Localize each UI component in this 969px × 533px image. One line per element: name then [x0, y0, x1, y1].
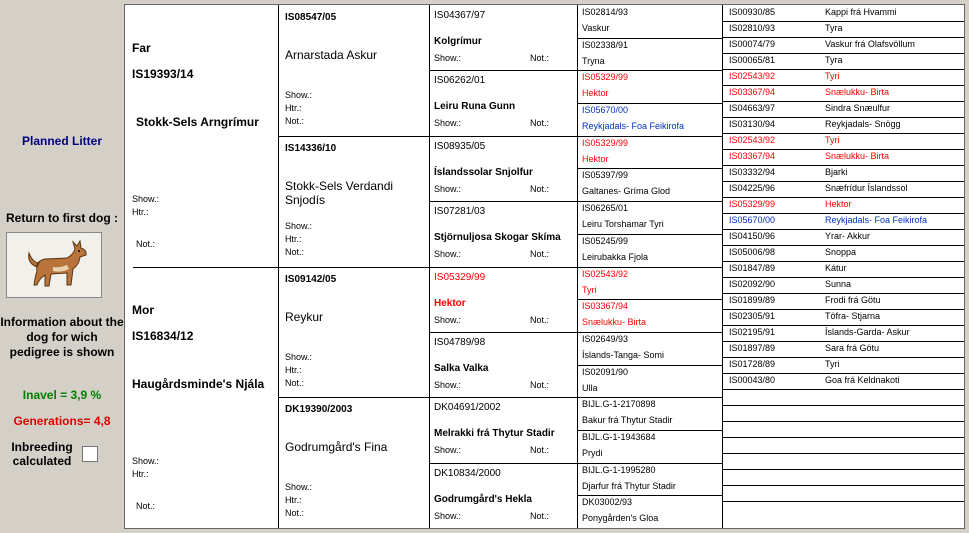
ancestor-name: Ponygården's Gloa — [582, 513, 659, 524]
ancestor-gen5-cell[interactable] — [722, 101, 964, 117]
row-divider — [577, 463, 722, 464]
ancestor-name: Bakur frá Thytur Stadir — [582, 415, 673, 426]
ancestor-gen5-cell[interactable] — [722, 373, 964, 389]
not-label: Not.: — [285, 377, 305, 388]
ancestor-gen5-cell[interactable] — [722, 181, 964, 197]
row-divider — [722, 341, 964, 342]
info-text: Information about the dog for wich pedigree is shown — [0, 315, 124, 359]
ancestor-gen4-cell[interactable] — [577, 267, 722, 300]
ancestor-reg: IS02338/91 — [582, 39, 629, 50]
grandparent-cell[interactable] — [278, 267, 429, 398]
row-divider — [577, 267, 722, 268]
dog-icon — [7, 233, 101, 297]
row-divider — [722, 261, 964, 262]
ancestor-reg: IS02543/92 — [582, 268, 629, 279]
ancestor-reg: IS07281/03 — [434, 206, 486, 218]
ancestor-gen5-cell — [722, 405, 964, 421]
ancestor-name: Tyri — [825, 135, 840, 145]
ancestor-name: Leiru Runa Gunn — [434, 101, 516, 113]
show-label: Show.: — [434, 118, 462, 129]
row-divider — [429, 70, 577, 71]
row-divider — [577, 201, 722, 202]
ancestor-name: Íslandssolar Snjolfur — [434, 166, 533, 178]
row-divider — [722, 21, 964, 22]
row-divider — [722, 85, 964, 86]
ancestor-name: Djarfur frá Thytur Stadir — [582, 480, 676, 491]
not-label: Not.: — [530, 53, 550, 63]
row-divider — [133, 267, 278, 268]
ancestor-name: Sara frá Götu — [825, 343, 880, 353]
ancestor-reg: IS02543/92 — [729, 135, 776, 145]
ancestor-reg: IS04150/96 — [729, 231, 776, 241]
not-label: Not.: — [530, 118, 550, 129]
ancestor-gen3-cell[interactable] — [429, 136, 577, 201]
row-divider — [722, 117, 964, 118]
show-label: Show.: — [285, 482, 313, 493]
row-divider — [429, 201, 577, 202]
htr-label: Htr.: — [285, 364, 302, 375]
ancestor-gen5-cell[interactable] — [722, 117, 964, 133]
ancestor-reg: IS05329/99 — [434, 271, 486, 283]
ancestor-gen5-cell[interactable] — [722, 165, 964, 181]
ancestor-reg: BIJL.G-1-1943684 — [582, 431, 656, 442]
parent-cell[interactable] — [125, 267, 278, 529]
row-divider — [429, 332, 577, 333]
not-label: Not.: — [530, 379, 550, 390]
row-divider — [722, 453, 964, 454]
ancestor-reg: DK04691/2002 — [434, 402, 501, 414]
return-first-dog-label: Return to first dog : — [6, 211, 118, 225]
ancestor-reg: IS03130/94 — [729, 119, 776, 129]
ancestor-gen4-cell[interactable] — [577, 103, 722, 136]
pedigree-table — [124, 4, 965, 529]
row-divider — [722, 101, 964, 102]
show-label: Show.: — [434, 249, 462, 260]
row-divider — [722, 293, 964, 294]
row-divider — [722, 437, 964, 438]
ancestor-reg: IS05329/99 — [729, 199, 776, 209]
ancestor-gen5-cell — [722, 453, 964, 469]
show-label: Show.: — [434, 183, 462, 194]
ancestor-reg: IS04367/97 — [434, 10, 486, 21]
ancestor-name: Godrumgård's Hekla — [434, 493, 532, 505]
ancestor-gen3-cell[interactable] — [429, 70, 577, 135]
ancestor-name: Hektor — [582, 153, 609, 164]
grandparent-reg: DK19390/2003 — [285, 404, 353, 416]
ancestor-name: Tyri — [582, 284, 597, 295]
row-divider — [722, 37, 964, 38]
ancestor-name: Tyri — [825, 71, 840, 81]
not-label: Not.: — [136, 500, 156, 511]
row-divider — [722, 373, 964, 374]
row-divider — [722, 421, 964, 422]
grandparent-cell[interactable] — [278, 136, 429, 267]
ancestor-name: Kappi frá Hvammi — [825, 7, 897, 17]
htr-label: Htr.: — [132, 468, 149, 479]
ancestor-reg: IS04789/98 — [434, 336, 486, 348]
ancestor-name: Goa frá Keldnakoti — [825, 375, 900, 385]
ancestor-reg: IS02091/90 — [582, 366, 629, 377]
ancestor-gen4-cell[interactable] — [577, 168, 722, 201]
not-label: Not.: — [285, 508, 305, 519]
ancestor-reg: IS02305/91 — [729, 311, 776, 321]
row-divider — [722, 245, 964, 246]
ancestor-name: Tyri — [825, 359, 840, 369]
ancestor-name: Kolgrímur — [434, 36, 482, 47]
parent-role: Far — [132, 41, 151, 55]
ancestor-gen5-cell[interactable] — [722, 37, 964, 53]
ancestor-name: Melrakki frá Thytur Stadir — [434, 428, 555, 440]
ancestor-gen5-cell[interactable] — [722, 261, 964, 277]
ancestor-name: Hektor — [582, 88, 609, 99]
row-divider — [722, 277, 964, 278]
generations-value: Generations= 4,8 — [13, 414, 111, 428]
ancestor-name: Galtanes- Gríma Glod — [582, 186, 671, 197]
row-divider — [722, 197, 964, 198]
show-label: Show.: — [132, 194, 160, 204]
not-label: Not.: — [530, 183, 550, 194]
ancestor-name: Sindra Snæulfur — [825, 103, 891, 113]
ancestor-gen5-cell — [722, 421, 964, 437]
row-divider — [577, 136, 722, 137]
ancestor-name: Salka Valka — [434, 362, 489, 374]
ancestor-reg: IS02810/93 — [729, 23, 776, 33]
grandparent-reg: IS08547/05 — [285, 12, 337, 23]
ancestor-name: Reykjadals- Snögg — [825, 119, 901, 129]
ancestor-reg: IS03332/94 — [729, 167, 776, 177]
ancestor-reg: BIJL.G-1-2170898 — [582, 399, 656, 410]
column-divider — [722, 5, 723, 528]
ancestor-reg: DK10834/2000 — [434, 467, 501, 479]
grandparent-reg: IS09142/05 — [285, 273, 337, 285]
ancestor-reg: IS00930/85 — [729, 7, 776, 17]
row-divider — [722, 469, 964, 470]
ancestor-name: Stjörnuljosa Skogar Skíma — [434, 232, 561, 244]
ancestor-name: Snoppa — [825, 247, 857, 257]
not-label: Not.: — [285, 116, 305, 126]
ancestor-reg: IS01728/89 — [729, 359, 776, 369]
ancestor-reg: IS05006/98 — [729, 247, 776, 257]
ancestor-gen4-cell[interactable] — [577, 234, 722, 267]
ancestor-gen3-cell[interactable] — [429, 267, 577, 332]
ancestor-name: Snælukku- Birta — [582, 317, 647, 328]
row-divider — [577, 70, 722, 71]
ancestor-name: Bjarki — [825, 167, 848, 177]
ancestor-gen3-cell[interactable] — [429, 463, 577, 528]
ancestor-name: Prydi — [582, 447, 603, 458]
ancestor-gen5-cell[interactable] — [722, 197, 964, 213]
show-label: Show.: — [434, 379, 462, 390]
ancestor-reg: BIJL.G-1-1995280 — [582, 464, 656, 475]
inbreeding-value: Inavel = 3,9 % — [22, 388, 102, 402]
row-divider — [278, 136, 429, 137]
row-divider — [722, 69, 964, 70]
ancestor-gen4-cell[interactable] — [577, 463, 722, 496]
ancestor-gen5-cell[interactable] — [722, 149, 964, 165]
ancestor-reg: IS05397/99 — [582, 170, 629, 181]
ancestor-reg: IS02195/91 — [729, 327, 776, 337]
row-divider — [577, 397, 722, 398]
ancestor-reg: IS06262/01 — [434, 75, 486, 87]
ancestor-gen4-cell[interactable] — [577, 299, 722, 332]
grandparent-name: Godrumgård's Fina — [285, 440, 388, 455]
row-divider — [722, 181, 964, 182]
planned-litter-link[interactable]: Planned Litter — [21, 134, 102, 148]
row-divider — [429, 267, 577, 268]
ancestor-reg: IS01897/89 — [729, 343, 776, 353]
ancestor-gen5-cell[interactable] — [722, 213, 964, 229]
ancestor-name: Frodi frá Götu — [825, 295, 881, 305]
ancestor-gen5-cell — [722, 469, 964, 485]
ancestor-gen5-cell[interactable] — [722, 53, 964, 69]
ancestor-reg: IS06265/01 — [582, 203, 629, 214]
row-divider — [577, 332, 722, 333]
row-divider — [722, 165, 964, 166]
row-divider — [722, 53, 964, 54]
parent-reg: IS19393/14 — [132, 67, 194, 81]
ancestor-name: Yrar- Akkur — [825, 231, 871, 241]
ancestor-gen5-cell[interactable] — [722, 309, 964, 325]
ancestor-reg: IS01899/89 — [729, 295, 776, 305]
ancestor-gen4-cell[interactable] — [577, 495, 722, 528]
parent-name: Stokk-Sels Arngrímur — [136, 115, 259, 129]
row-divider — [577, 495, 722, 496]
ancestor-gen5-cell[interactable] — [722, 5, 964, 21]
ancestor-gen5-cell[interactable] — [722, 245, 964, 261]
ancestor-gen4-cell[interactable] — [577, 430, 722, 463]
ancestor-reg: IS05670/00 — [582, 105, 629, 116]
ancestor-name: Kátur — [825, 263, 847, 273]
ancestor-name: Vaskur frá Olafsvöllum — [825, 39, 915, 49]
ancestor-gen5-cell[interactable] — [722, 133, 964, 149]
row-divider — [722, 213, 964, 214]
row-divider — [722, 501, 964, 502]
show-label: Show.: — [132, 455, 160, 466]
ancestor-gen5-cell[interactable] — [722, 341, 964, 357]
row-divider — [722, 357, 964, 358]
htr-label: Htr.: — [285, 495, 302, 506]
ancestor-gen5-cell[interactable] — [722, 277, 964, 293]
ancestor-gen5-cell[interactable] — [722, 85, 964, 101]
ancestor-reg: IS00043/80 — [729, 375, 776, 385]
parent-role: Mor — [132, 302, 154, 317]
ancestor-reg: IS00074/79 — [729, 39, 776, 49]
ancestor-reg: IS04663/97 — [729, 103, 776, 113]
inbreeding-calculated-label: Inbreeding calculated — [11, 440, 73, 468]
grandparent-cell[interactable] — [278, 5, 429, 136]
grandparent-reg: IS14336/10 — [285, 142, 337, 154]
row-divider — [577, 430, 722, 431]
ancestor-name: Íslands-Garda- Askur — [825, 327, 910, 337]
ancestor-gen4-cell[interactable] — [577, 5, 722, 38]
row-divider — [429, 136, 577, 137]
row-divider — [722, 229, 964, 230]
ancestor-name: Reykjadals- Foa Feikirofa — [825, 215, 928, 225]
show-label: Show.: — [285, 351, 313, 362]
not-label: Not.: — [530, 445, 550, 456]
grandparent-name: Reykur — [285, 309, 324, 324]
ancestor-reg: IS01847/89 — [729, 263, 776, 273]
row-divider — [577, 365, 722, 366]
show-label: Show.: — [434, 314, 462, 325]
ancestor-name: Ulla — [582, 382, 598, 393]
ancestor-gen5-cell[interactable] — [722, 229, 964, 245]
ancestor-gen5-cell — [722, 501, 964, 517]
ancestor-name: Hektor — [434, 297, 466, 309]
row-divider — [577, 38, 722, 39]
row-divider — [429, 463, 577, 464]
ancestor-reg: IS03367/94 — [729, 151, 776, 161]
row-divider — [577, 168, 722, 169]
grandparent-name: Arnarstada Askur — [285, 48, 378, 62]
ancestor-reg: IS05245/99 — [582, 235, 629, 246]
htr-label: Htr.: — [285, 233, 302, 244]
row-divider — [722, 325, 964, 326]
parent-cell[interactable] — [125, 5, 278, 267]
ancestor-gen4-cell[interactable] — [577, 365, 722, 398]
ancestor-name: Leiru Torshamar Tyri — [582, 219, 664, 230]
ancestor-name: Tyra — [825, 55, 843, 65]
ancestor-gen5-cell — [722, 485, 964, 501]
show-label: Show.: — [434, 510, 462, 521]
ancestor-reg: IS02649/93 — [582, 333, 629, 344]
show-label: Show.: — [434, 53, 462, 63]
ancestor-reg: IS02814/93 — [582, 7, 629, 17]
not-label: Not.: — [530, 314, 550, 325]
row-divider — [722, 149, 964, 150]
ancestor-gen3-cell[interactable] — [429, 5, 577, 70]
parent-name: Haugårdsminde's Njála — [132, 376, 265, 391]
ancestor-reg: IS05329/99 — [582, 137, 629, 148]
ancestor-name: Vaskur — [582, 23, 610, 33]
ancestor-name: Snælukku- Birta — [825, 87, 890, 97]
ancestor-gen5-cell[interactable] — [722, 21, 964, 37]
ancestor-gen5-cell[interactable] — [722, 325, 964, 341]
row-divider — [722, 485, 964, 486]
grandparent-name: Stokk-Sels Verdandi — [285, 178, 394, 193]
row-divider — [278, 397, 429, 398]
ancestor-name: Íslands-Tanga- Somi — [582, 349, 665, 360]
show-label: Show.: — [285, 220, 313, 231]
htr-label: Htr.: — [285, 103, 302, 113]
ancestor-reg: IS08935/05 — [434, 140, 486, 152]
show-label: Show.: — [285, 90, 313, 100]
ancestor-name: Töfra- Stjarna — [825, 311, 881, 321]
ancestor-reg: IS04225/96 — [729, 183, 776, 193]
ancestor-name: Snælukku- Birta — [825, 151, 890, 161]
not-label: Not.: — [530, 249, 550, 260]
ancestor-gen5-cell — [722, 389, 964, 405]
inbreeding-checkbox[interactable] — [82, 446, 98, 462]
ancestor-reg: IS03367/94 — [729, 87, 776, 97]
ancestor-gen4-cell[interactable] — [577, 136, 722, 169]
ancestor-name: Leirubakka Fjola — [582, 251, 649, 262]
ancestor-reg: IS02543/92 — [729, 71, 776, 81]
row-divider — [429, 397, 577, 398]
parent-reg: IS16834/12 — [132, 328, 194, 343]
grandparent-name-2: Snjodís — [285, 192, 326, 207]
show-label: Show.: — [434, 445, 462, 456]
row-divider — [722, 405, 964, 406]
ancestor-gen4-cell[interactable] — [577, 38, 722, 71]
ancestor-gen4-cell[interactable] — [577, 332, 722, 365]
ancestor-reg: IS05670/00 — [729, 215, 776, 225]
ancestor-name: Tryna — [582, 55, 605, 66]
ancestor-gen5-cell — [722, 437, 964, 453]
row-divider — [577, 299, 722, 300]
ancestor-reg: IS02092/90 — [729, 279, 776, 289]
row-divider — [722, 133, 964, 134]
ancestor-gen3-cell[interactable] — [429, 201, 577, 266]
ancestor-name: Hektor — [825, 199, 852, 209]
not-label: Not.: — [285, 246, 305, 257]
ancestor-reg: DK03002/93 — [582, 497, 633, 508]
not-label: Not.: — [136, 239, 156, 249]
row-divider — [577, 103, 722, 104]
ancestor-reg: IS05329/99 — [582, 72, 629, 83]
ancestor-name: Snæfrídur Íslandssol — [825, 183, 908, 193]
ancestor-gen4-cell[interactable] — [577, 201, 722, 234]
ancestor-gen5-cell[interactable] — [722, 293, 964, 309]
row-divider — [577, 234, 722, 235]
ancestor-gen5-cell[interactable] — [722, 69, 964, 85]
ancestor-gen5-cell[interactable] — [722, 357, 964, 373]
row-divider — [722, 309, 964, 310]
dog-photo-button[interactable] — [6, 232, 102, 298]
htr-label: Htr.: — [132, 207, 149, 217]
ancestor-reg: IS00065/81 — [729, 55, 776, 65]
row-divider — [722, 389, 964, 390]
not-label: Not.: — [530, 510, 550, 521]
ancestor-name: Tyra — [825, 23, 843, 33]
ancestor-gen3-cell[interactable] — [429, 397, 577, 462]
ancestor-gen3-cell[interactable] — [429, 332, 577, 397]
row-divider — [278, 267, 429, 268]
ancestor-name: Reykjadals- Foa Feikirofa — [582, 121, 685, 132]
ancestor-name: Sunna — [825, 279, 852, 289]
ancestor-gen4-cell[interactable] — [577, 70, 722, 103]
sidebar — [0, 0, 124, 533]
ancestor-reg: IS03367/94 — [582, 301, 629, 312]
ancestor-gen4-cell[interactable] — [577, 397, 722, 430]
grandparent-cell[interactable] — [278, 397, 429, 528]
